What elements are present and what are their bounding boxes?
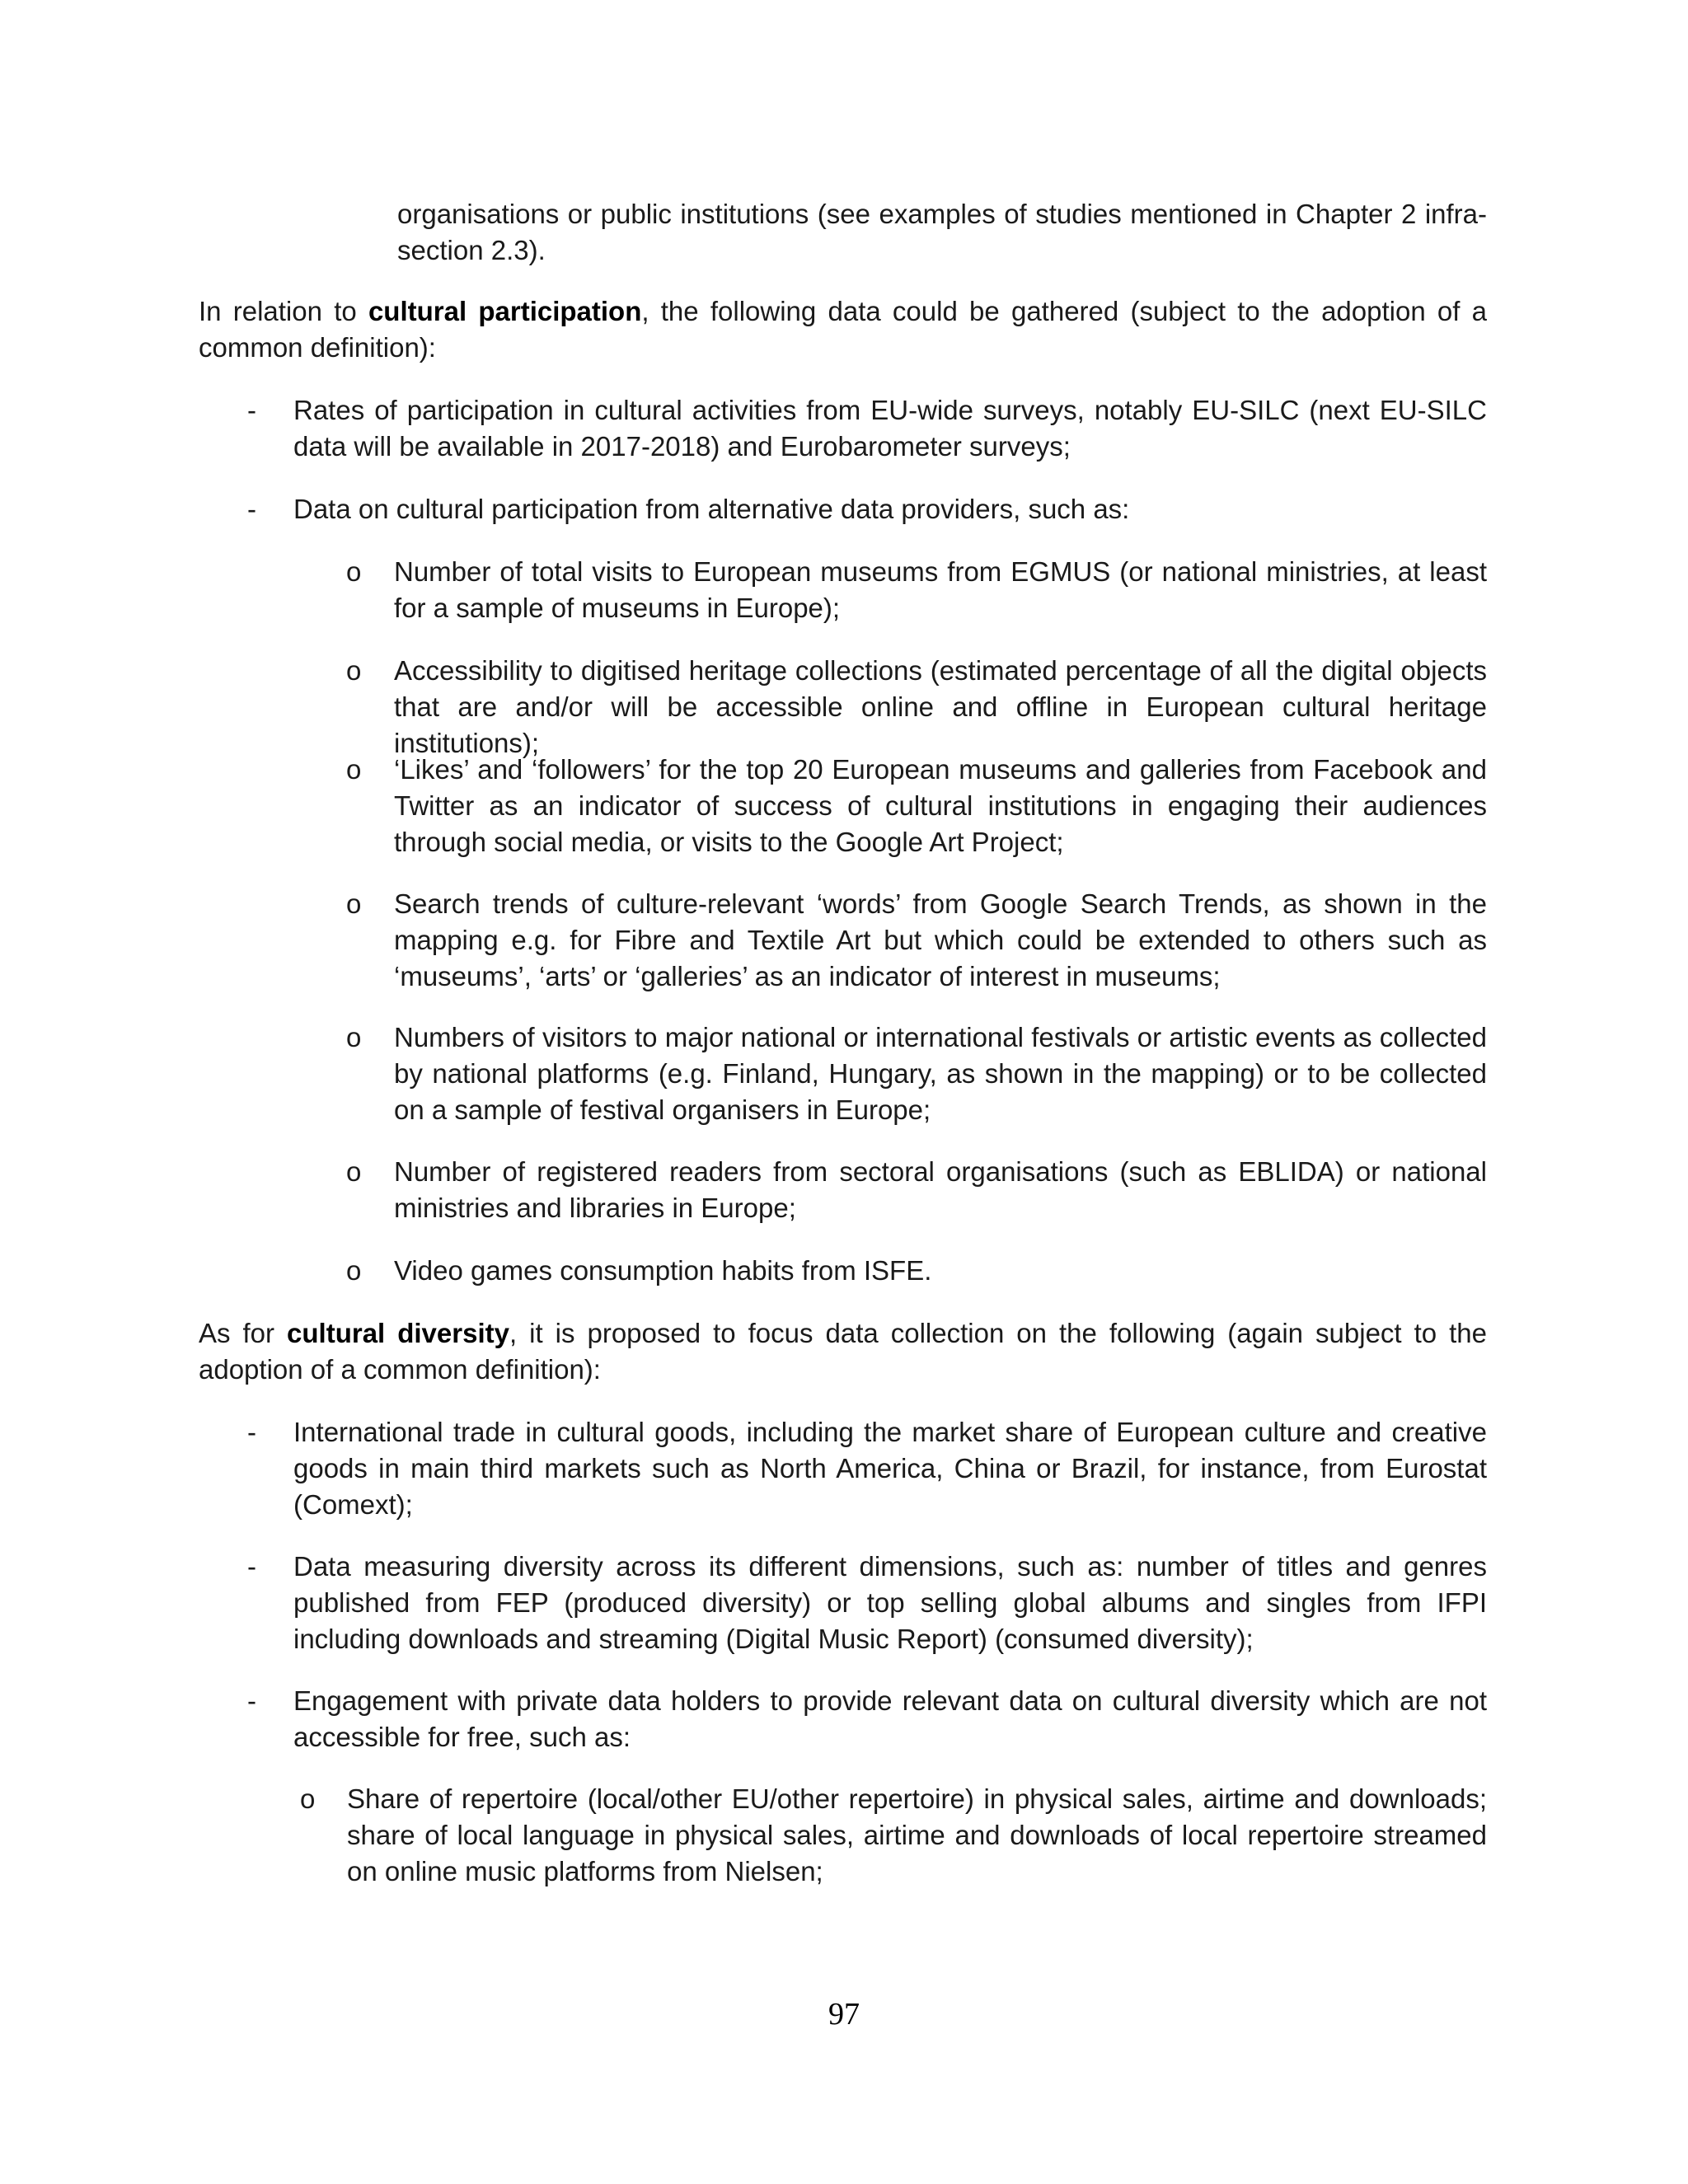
intro-text-start: As for [199, 1318, 288, 1348]
cultural-participation-heading: cultural participation [368, 296, 642, 326]
continuation-paragraph: organisations or public institutions (see examples of studies mentioned in Chapter 2 infra-section 2.3). [397, 199, 1487, 265]
sub-list-item: Video games consumption habits from ISFE. [394, 1255, 932, 1286]
bullet-circle: o [346, 556, 362, 587]
bullet-circle: o [346, 888, 362, 919]
bullet-dash: - [247, 395, 256, 425]
bullet-circle: o [346, 754, 362, 785]
bullet-circle: o [300, 1783, 316, 1814]
bullet-circle: o [346, 1255, 362, 1286]
intro-text-end: , the following data could be gathered (subject to the adoption of a common definition): [199, 296, 1488, 363]
sub-list-item: Search trends of culture-relevant ‘words’ from Google Search Trends, as shown in the mapping e.g. for Fibre and Textile Art but which could be extended to others such as ‘museums’, ‘arts’ or ‘galleries’ as an indicator of interest in museums; [394, 888, 1487, 991]
intro-text-start: In relation to [199, 296, 368, 326]
sub-list-item: Share of repertoire (local/other EU/other repertoire) in physical sales, airtime and downloads; share of local language in physical sales, airtime and downloads of local repertoire streamed on online music platforms from Nielsen; [347, 1783, 1487, 1886]
intro-text-end: , it is proposed to focus data collection on the following (again subject to the adoption of a common definition): [199, 1318, 1487, 1385]
bullet-dash: - [247, 1685, 256, 1716]
sub-list-item: Numbers of visitors to major national or international festivals or artistic events as collected by national platforms (e.g. Finland, Hungary, as shown in the mapping) or to be collected on a sample of festival organisers in Europe; [394, 1022, 1487, 1125]
cultural-diversity-heading: cultural diversity [287, 1318, 509, 1348]
sub-list-item: ‘Likes’ and ‘followers’ for the top 20 European museums and galleries from Facebook and Twitter as an indicator of success of cultural institutions in engaging their audiences through social media, or visits to the Google Art Project; [394, 754, 1487, 857]
bullet-circle: o [346, 1022, 362, 1052]
bullet-circle: o [346, 655, 362, 686]
list-item: Engagement with private data holders to provide relevant data on cultural diversity which are not accessible for free, such as: [293, 1685, 1487, 1752]
sub-list-item: Number of total visits to European museums from EGMUS (or national ministries, at least for a sample of museums in Europe); [394, 556, 1487, 623]
list-item: International trade in cultural goods, including the market share of European culture and creative goods in main third markets such as North America, China or Brazil, for instance, from Eurostat (Comext); [293, 1417, 1487, 1520]
page-number: 97 [828, 1997, 860, 2032]
sub-list-item: Number of registered readers from sectoral organisations (such as EBLIDA) or national ministries and libraries in Europe; [394, 1156, 1487, 1223]
list-item: Data measuring diversity across its different dimensions, such as: number of titles and genres published from FEP (produced diversity) or top selling global albums and singles from IFPI including downloads and streaming (Digital Music Report) (consumed diversity); [293, 1551, 1487, 1654]
sub-list-item: Accessibility to digitised heritage collections (estimated percentage of all the digital objects that are and/or will be accessible online and offline in European cultural heritage institutions); [394, 655, 1487, 758]
diversity-intro [199, 1315, 1487, 1388]
list-item: Rates of participation in cultural activities from EU-wide surveys, notably EU-SILC (next EU-SILC data will be available in 2017-2018) and Eurobarometer surveys; [293, 395, 1487, 462]
bullet-dash: - [247, 1417, 256, 1447]
bullet-circle: o [346, 1156, 362, 1187]
participation-intro [199, 293, 1487, 366]
list-item: Data on cultural participation from alternative data providers, such as: [293, 494, 1130, 524]
bullet-dash: - [247, 1551, 256, 1582]
bullet-dash: - [247, 494, 256, 524]
